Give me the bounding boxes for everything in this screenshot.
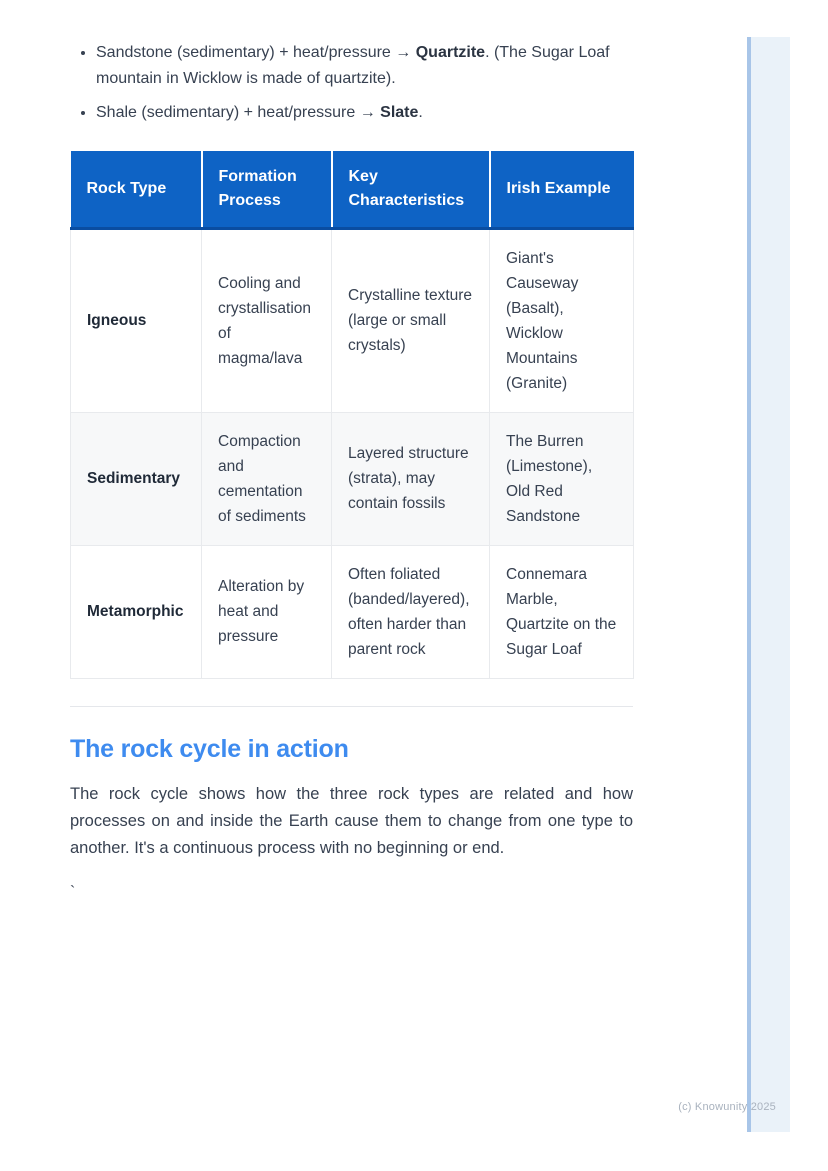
cell-irish-example: The Burren (Limestone), Old Red Sandstone bbox=[490, 412, 634, 545]
cell-characteristics: Often foliated (banded/layered), often harder than parent rock bbox=[332, 545, 490, 678]
body-paragraph: The rock cycle shows how the three rock types are related and how processes on and inside the Earth cause them to change from one type to another. It's a continuous process with no beginning or end. bbox=[70, 784, 633, 857]
document-content bbox=[70, 40, 633, 902]
list-item bbox=[96, 100, 633, 126]
copyright-text: (c) Knowunity 2025 bbox=[678, 1101, 776, 1113]
table-row bbox=[71, 412, 634, 545]
cell-rock-type: Igneous bbox=[71, 228, 202, 412]
cell-irish-example: Connemara Marble, Quartzite on the Sugar Loaf bbox=[490, 545, 634, 678]
bullet-list bbox=[70, 40, 633, 126]
table-row bbox=[71, 228, 634, 412]
table-row bbox=[71, 545, 634, 678]
cell-formation: Alteration by heat and pressure bbox=[202, 545, 332, 678]
bullet-text-pre: Shale (sedimentary) + heat/pressure → bbox=[96, 104, 381, 121]
cell-rock-type: Sedimentary bbox=[71, 412, 202, 545]
bullet-text-bold: Quartzite bbox=[415, 44, 486, 61]
section-divider bbox=[70, 706, 633, 707]
column-header-irish-example: Irish Example bbox=[490, 151, 634, 229]
table-header-row bbox=[71, 151, 634, 229]
column-header-rock-type: Rock Type bbox=[71, 151, 202, 229]
column-header-formation-process: Formation Process bbox=[202, 151, 332, 229]
bullet-text-post: . bbox=[418, 104, 423, 121]
page-edge-accent-line bbox=[747, 37, 751, 1132]
cell-formation: Compaction and cementation of sediments bbox=[202, 412, 332, 545]
cell-characteristics: Crystalline texture (large or small crystals) bbox=[332, 228, 490, 412]
cell-formation: Cooling and crystallisation of magma/lava bbox=[202, 228, 332, 412]
column-header-key-characteristics: Key Characteristics bbox=[332, 151, 490, 229]
cell-characteristics: Layered structure (strata), may contain fossils bbox=[332, 412, 490, 545]
bullet-text-bold: Slate bbox=[380, 104, 419, 121]
list-item bbox=[96, 40, 633, 91]
section-heading: The rock cycle in action bbox=[70, 734, 349, 763]
cell-rock-type: Metamorphic bbox=[71, 545, 202, 678]
bullet-text-pre: Sandstone (sedimentary) + heat/pressure → bbox=[96, 44, 416, 61]
rock-types-table bbox=[70, 151, 634, 679]
stray-backtick: ` bbox=[70, 883, 76, 901]
page-edge-strip bbox=[747, 37, 790, 1132]
cell-irish-example: Giant's Causeway (Basalt), Wicklow Mountains (Granite) bbox=[490, 228, 634, 412]
bullet-text-post: . (The Sugar Loaf mountain in Wicklow is made of quartzite). bbox=[96, 44, 610, 87]
